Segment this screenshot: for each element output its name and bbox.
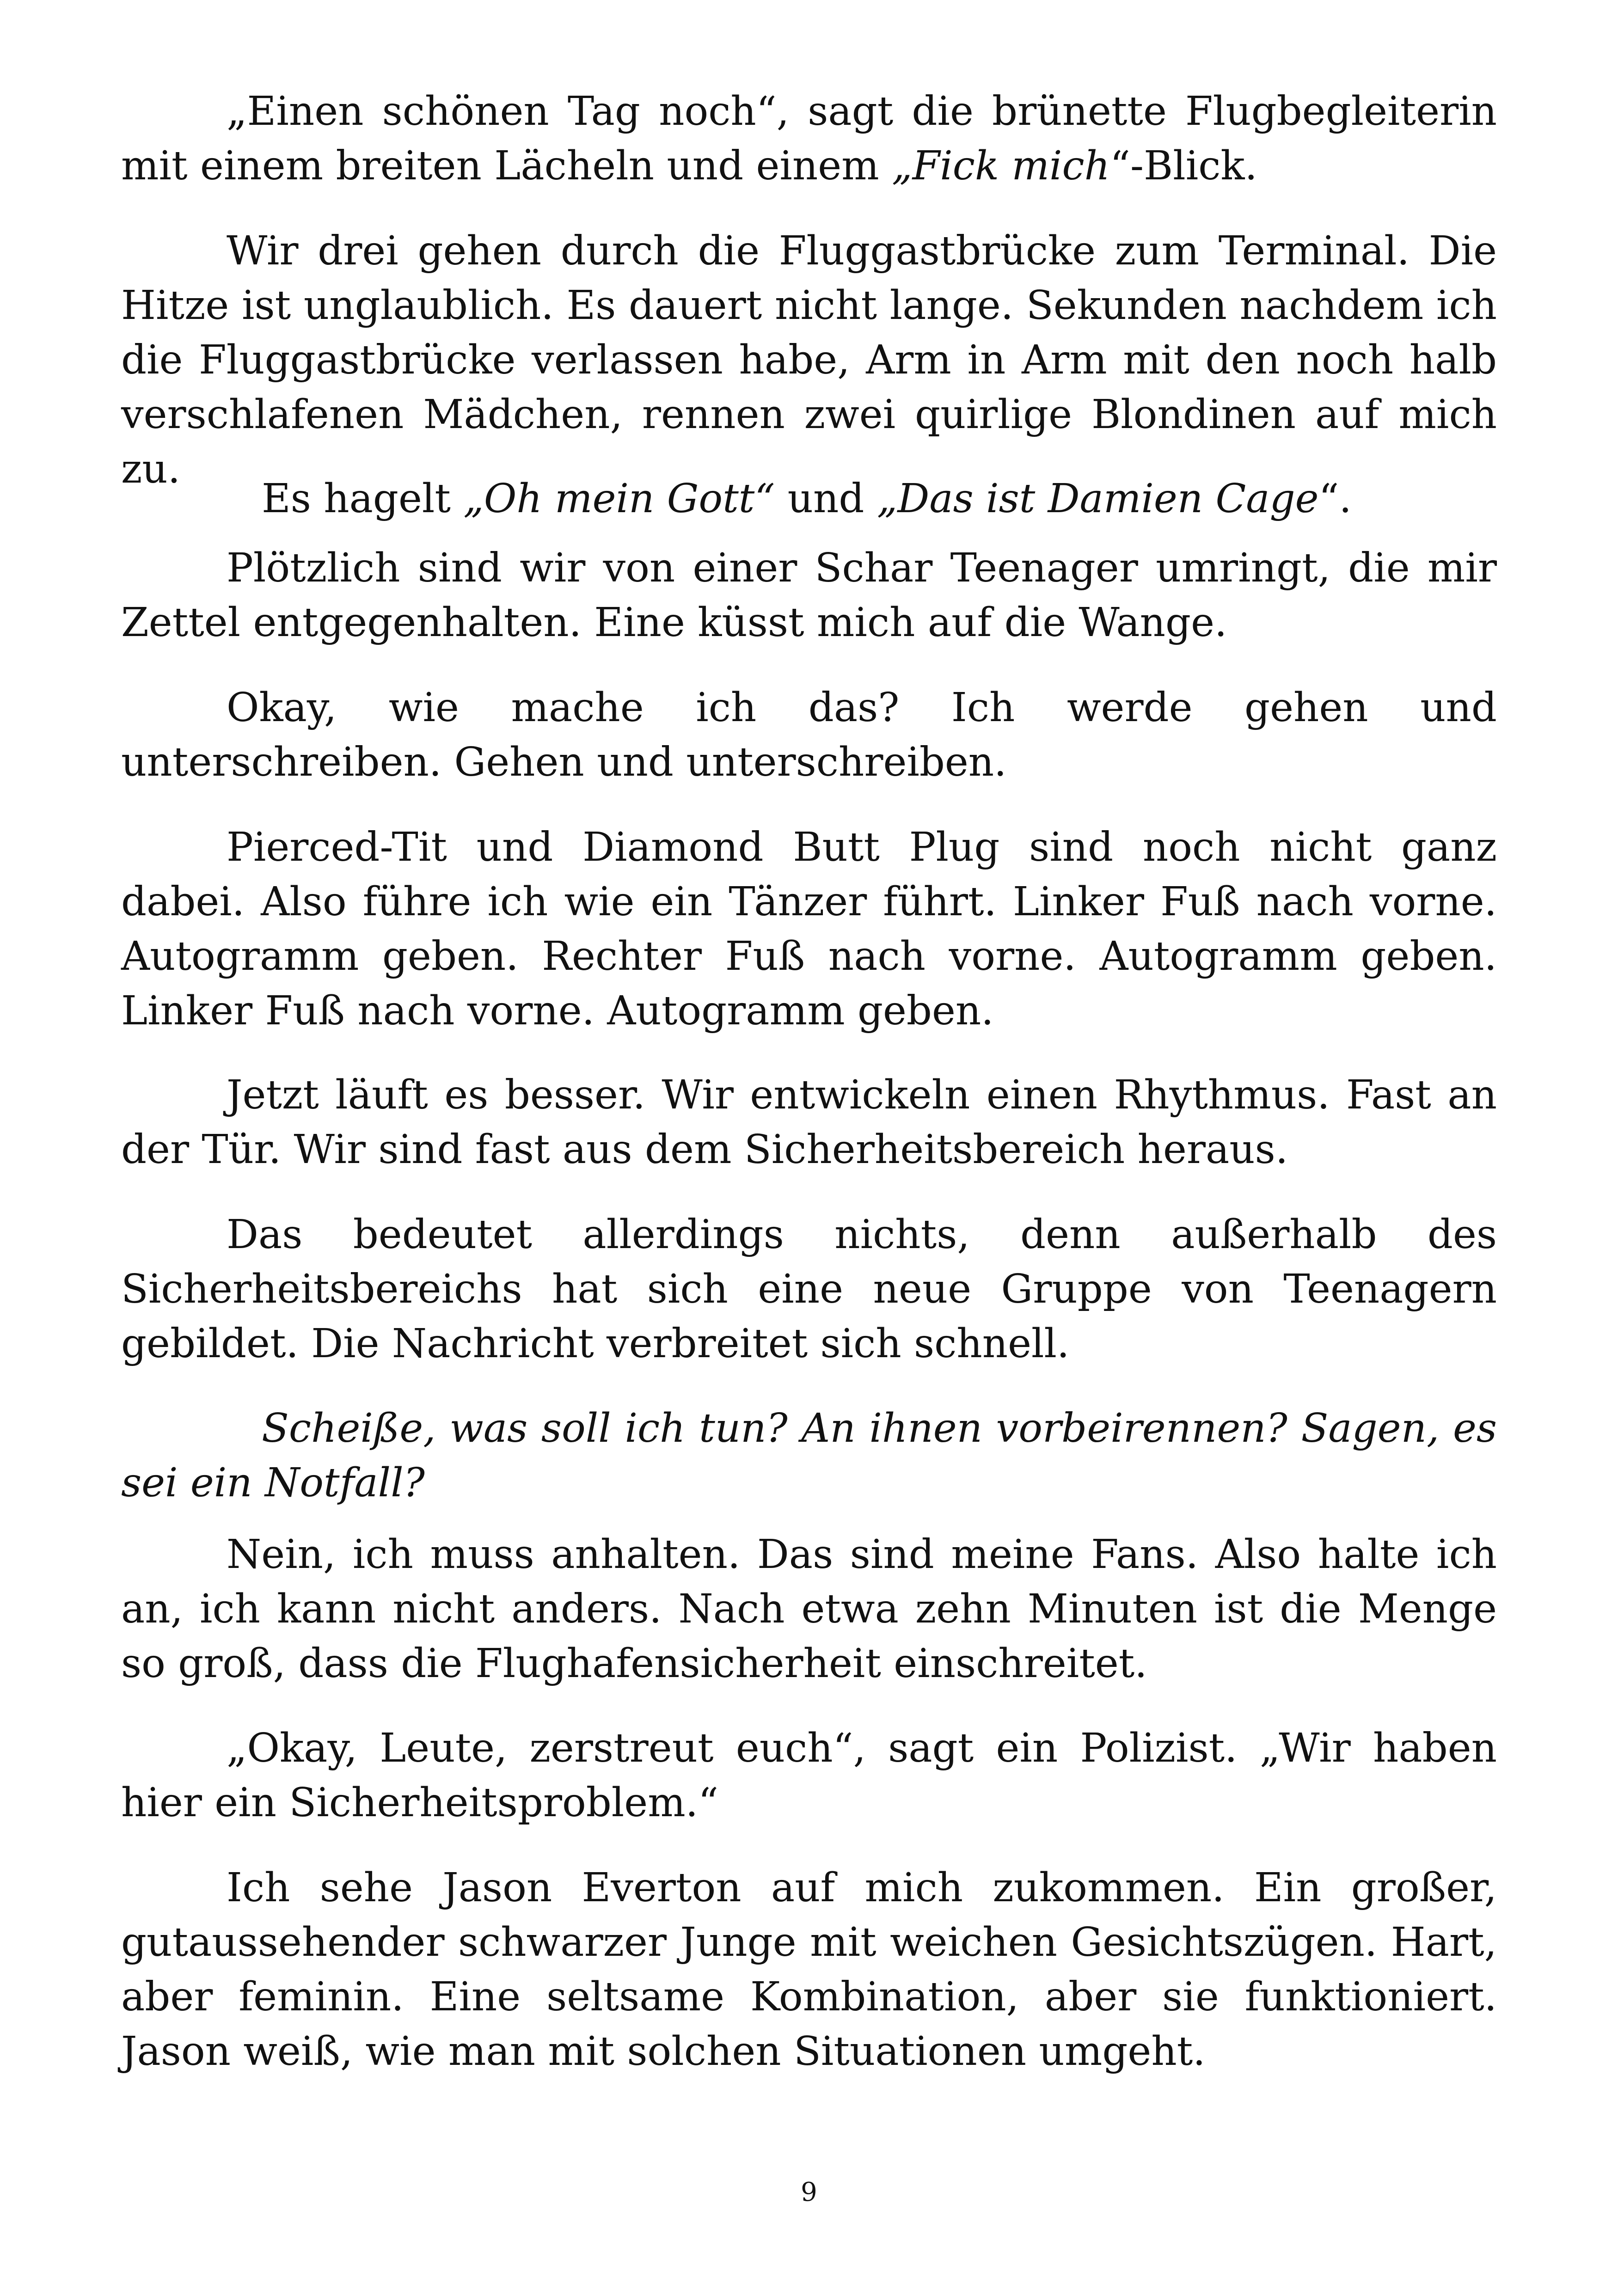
emphasis-text: „Fick mich	[892, 143, 1110, 189]
paragraph-12: Ich sehe Jason Everton auf mich zukommen. Ein großer, gutaussehender schwarzer Junge mit weichen Gesichtszügen. Hart, aber feminin. Eine seltsame Kombination, aber sie funktioniert. Jason weiß, wie man mit solchen Situationen umgeht.	[121, 1865, 1497, 2075]
paragraph-9: Scheiße, was soll ich tun? An ihnen vorbeirennen? Sagen, es sei ein Notfall?	[121, 1405, 1497, 1506]
paragraph-6: Pierced-Tit und Diamond Butt Plug sind noch nicht ganz dabei. Also führe ich wie ein Tänzer führt. Linker Fuß nach vorne. Autogramm geben. Rechter Fuß nach vorne. Autogramm geben. Linker Fuß nach vorne. Autogramm geben.	[121, 824, 1497, 1034]
paragraph-5: Okay, wie mache ich das? Ich werde gehen und unterschreiben. Gehen und unterschreiben.	[121, 685, 1497, 785]
page-number: 9	[801, 2177, 817, 2207]
paragraph-10: Nein, ich muss anhalten. Das sind meine Fans. Also halte ich an, ich kann nicht anders. Nach etwa zehn Minuten ist die Menge so groß, dass die Flughafensicherheit einschreitet.	[121, 1531, 1497, 1687]
paragraph-1: „Einen schönen Tag noch“, sagt die brünette Flugbegleiterin mit einem breiten Lächeln und einem „Fick mich“-Blick.	[121, 88, 1497, 189]
paragraph-11: „Okay, Leute, zerstreut euch“, sagt ein Polizist. „Wir haben hier ein Sicherheitsproblem.“	[121, 1725, 1497, 1826]
paragraph-3: Es hagelt „Oh mein Gott“ und „Das ist Damien Cage“.	[262, 476, 1352, 522]
emphasis-text: „Das ist Damien Cage	[876, 476, 1319, 522]
emphasis-text: „Oh mein Gott“	[463, 476, 775, 522]
paragraph-7: Jetzt läuft es besser. Wir entwickeln einen Rhythmus. Fast an der Tür. Wir sind fast aus dem Sicherheitsbereich heraus.	[121, 1072, 1497, 1173]
paragraph-4: Plötzlich sind wir von einer Schar Teenager umringt, die mir Zettel entgegenhalten. Eine küsst mich auf die Wange.	[121, 545, 1497, 646]
paragraph-2: Wir drei gehen durch die Fluggastbrücke zum Terminal. Die Hitze ist unglaublich. Es dauert nicht lange. Sekunden nachdem ich die Fluggastbrücke verlassen habe, Arm in Arm mit den noch halb verschlafenen Mädchen, rennen zwei quirlige Blondinen auf mich zu.	[121, 228, 1497, 492]
paragraph-8: Das bedeutet allerdings nichts, denn außerhalb des Sicherheitsbereichs hat sich eine neue Gruppe von Teenagern gebildet. Die Nachricht verbreitet sich schnell.	[121, 1212, 1497, 1367]
